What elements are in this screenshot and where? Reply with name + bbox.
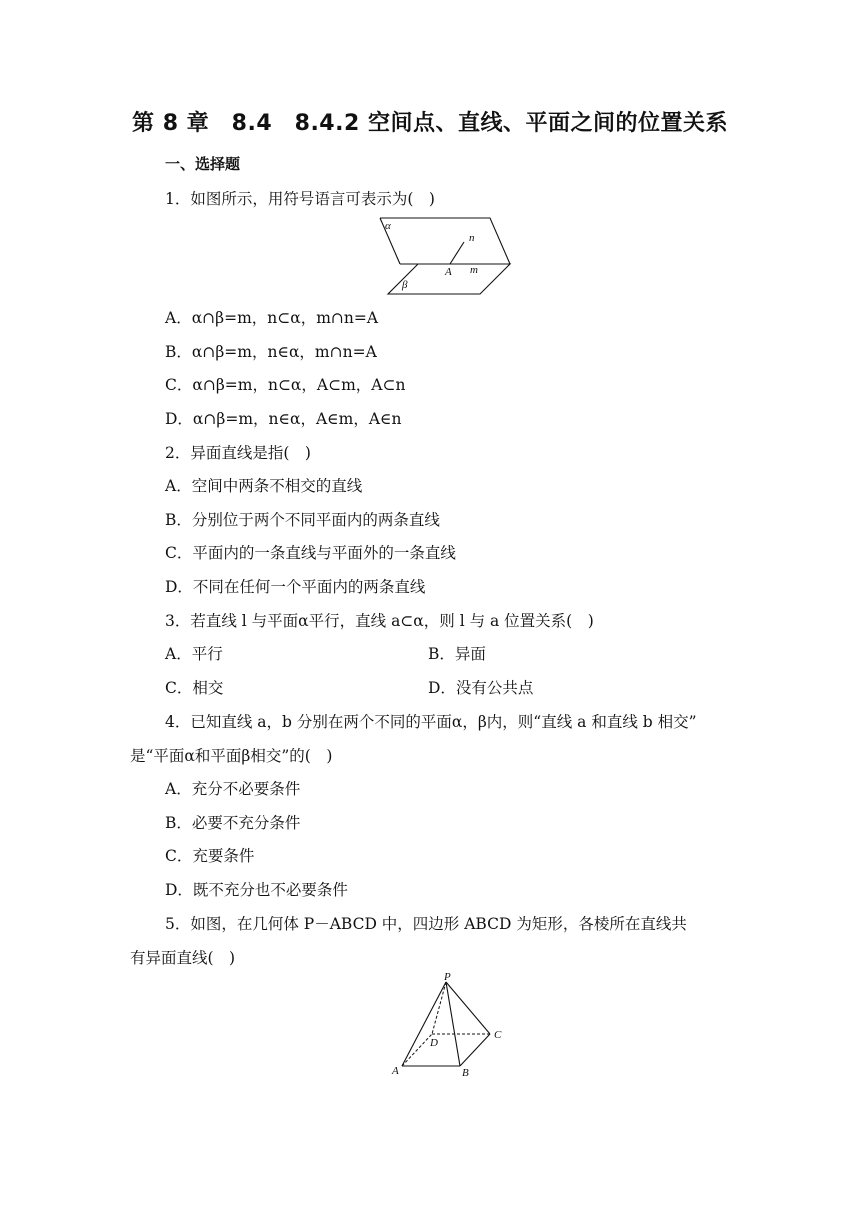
- q1-label-alpha: α: [385, 220, 391, 232]
- q5-stem-line2: 有异面直线( ): [130, 949, 236, 967]
- q5-label-D: D: [430, 1037, 438, 1049]
- q1-label-m: m: [470, 264, 478, 276]
- q1-option-d: D．α∩β=m，n∈α，A∈m，A∈n: [165, 410, 402, 428]
- q2-option-a: A．空间中两条不相交的直线: [165, 477, 363, 495]
- q3-stem: 3．若直线 l 与平面α平行，直线 a⊂α，则 l 与 a 位置关系( ): [165, 612, 594, 630]
- q4-option-a: A．充分不必要条件: [165, 780, 301, 798]
- q1-label-n: n: [469, 232, 475, 244]
- q1-stem: 1．如图所示，用符号语言可表示为( ): [165, 190, 435, 208]
- q2-stem: 2．异面直线是指( ): [165, 444, 311, 462]
- q5-stem-line1: 5．如图，在几何体 P－ABCD 中，四边形 ABCD 为矩形，各棱所在直线共: [165, 915, 687, 933]
- q3-option-d: D．没有公共点: [428, 679, 534, 697]
- page-title: 第 8 章 8.4 8.4.2 空间点、直线、平面之间的位置关系: [132, 111, 728, 136]
- q1-figure-planes: [372, 214, 518, 296]
- q5-label-P: P: [444, 972, 451, 983]
- q5-label-C: C: [494, 1029, 502, 1041]
- q5-label-A: A: [392, 1065, 399, 1077]
- q4-option-c: C．充要条件: [165, 847, 255, 865]
- q1-option-a: A．α∩β=m，n⊂α，m∩n=A: [165, 309, 379, 327]
- q2-option-b: B．分别位于两个不同平面内的两条直线: [165, 511, 440, 529]
- q4-stem-line1: 4．已知直线 a，b 分别在两个不同的平面α，β内，则“直线 a 和直线 b 相交”: [165, 713, 697, 731]
- q1-option-b: B．α∩β=m，n∈α，m∩n=A: [165, 343, 377, 361]
- q5-figure-pyramid: [388, 972, 510, 1082]
- section-heading: 一、选择题: [165, 155, 241, 173]
- q3-option-b: B．异面: [428, 645, 486, 663]
- q2-option-c: C．平面内的一条直线与平面外的一条直线: [165, 544, 456, 562]
- q1-label-A: A: [445, 266, 452, 278]
- q5-label-B: B: [462, 1067, 469, 1079]
- q2-option-d: D．不同在任何一个平面内的两条直线: [165, 578, 426, 596]
- q4-option-d: D．既不充分也不必要条件: [165, 881, 348, 899]
- q3-option-a: A．平行: [165, 645, 223, 663]
- q3-option-c: C．相交: [165, 679, 224, 697]
- q4-option-b: B．必要不充分条件: [165, 814, 301, 832]
- q1-label-beta: β: [402, 279, 408, 291]
- q1-option-c: C．α∩β=m，n⊂α，A⊂m，A⊂n: [165, 376, 406, 394]
- q4-stem-line2: 是“平面α和平面β相交”的( ): [130, 747, 333, 765]
